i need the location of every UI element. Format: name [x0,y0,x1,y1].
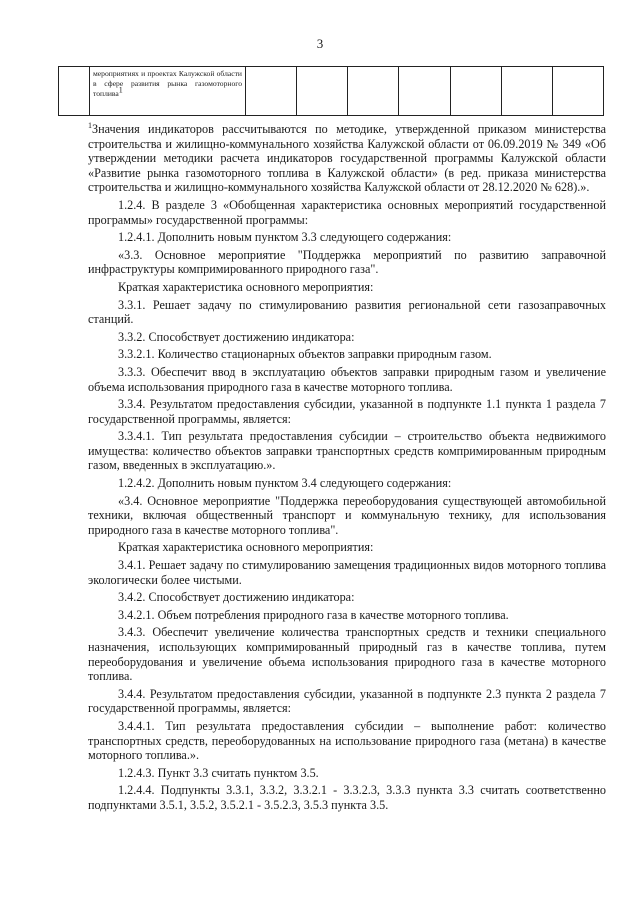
table-cell-value [450,67,501,116]
paragraph: 1.2.4.1. Дополнить новым пунктом 3.3 следующего содержания: [118,230,452,245]
paragraph: «3.3. Основное мероприятие "Поддержка мероприятий по развитию заправочной инфраструктуры компримированного природного газа". [88,247,606,277]
footnote [88,122,606,195]
paragraph: 3.4.1. Решает задачу по стимулированию замещения традиционных видов моторного топлива экологически более чистыми. [88,558,606,587]
table-cell-value [246,67,297,116]
paragraph: Краткая характеристика основного мероприятия: [118,540,374,555]
paragraph: 3.3.3. Обеспечит ввод в эксплуатацию объектов заправки природным газом и увеличение объема использования природного газа в качестве моторного топлива. [88,364,606,394]
paragraph: Краткая характеристика основного мероприятия: [118,279,374,294]
table-row [59,67,604,116]
table-cell-event [90,67,246,116]
table-cell-index [59,67,90,116]
paragraph: 1.2.4.4. Подпункты 3.3.1, 3.3.2, 3.3.2.1 - 3.3.2.3, 3.3.3 пункта 3.3 считать соответственно подпунктами 3.5.1, 3.5.2, 3.5.2.1 - 3.5.2.3, 3.5.3 пункта 3.5. [88,783,606,812]
table-cell-text: мероприятиях и проектах Калужской области в сфере развития рынка газомоторного топлива [93,69,242,98]
paragraph: 3.3.2. Способствует достижению индикатора: [118,329,355,344]
paragraph: 1.2.4.3. Пункт 3.3 считать пунктом 3.5. [118,765,319,780]
paragraph: 3.3.2.1. Количество стационарных объектов заправки природным газом. [118,347,492,362]
paragraph: 3.4.2. Способствует достижению индикатора: [118,590,355,605]
footnote-mark: 1 [118,85,123,95]
table-cell-value [399,67,450,116]
paragraph: 3.4.2.1. Объем потребления природного газа в качестве моторного топлива. [118,607,509,622]
page-number: 3 [316,36,324,51]
footnote-text: Значения индикаторов рассчитываются по методике, утвержденной приказом министерства строительства и жилищно-коммунального хозяйства Калужской области от 06.09.2019 № 349 «Об утверждении методики расчета индикаторов государственной программы Калужской области «Развитие рынка газомоторного топлива в Калужской области» (в ред. приказа министерства строительства и жилищно-коммунального хозяйства Калужской области от 28.12.2020 № 628).». [88,122,606,195]
paragraph: 3.3.4. Результатом предоставления субсидии, указанной в подпункте 1.1 пункта 1 раздела 7 государственной программы, является: [88,397,606,426]
table-cell-value [348,67,399,116]
paragraph: 3.3.1. Решает задачу по стимулированию развития региональной сети газозаправочных станций. [88,297,606,327]
paragraph: «3.4. Основное мероприятие "Поддержка переоборудования существующей автомобильной техники, включая общественный транспорт и коммунальную технику, для использования природного газа в качестве моторного топлива". [88,493,606,537]
paragraph: 1.2.4.2. Дополнить новым пунктом 3.4 следующего содержания: [118,476,452,491]
paragraph: 3.3.4.1. Тип результата предоставления субсидии – строительство объекта недвижимого имущества: количество объектов заправки транспортных средств компримированным природным газом, введенных в эксплуатацию.». [88,429,606,473]
paragraph: 3.4.4. Результатом предоставления субсидии, указанной в подпункте 2.3 пункта 2 раздела 7 государственной программы, является: [88,686,606,716]
document-body [88,122,606,816]
paragraph: 1.2.4. В разделе 3 «Обобщенная характеристика основных мероприятий государственной программы» государственной программы: [88,197,606,227]
table-cell-value [297,67,348,116]
paragraph: 3.4.3. Обеспечит увеличение количества транспортных средств и техники специального назначения, использующих компримированный природный газ в качестве топлива, путем переоборудования и увеличение объема использования природного газа в качестве моторного топлива. [88,625,606,684]
table-cell-value [552,67,603,116]
table-cell-value [501,67,552,116]
table-fragment [58,66,604,116]
paragraph: 3.4.4.1. Тип результата предоставления субсидии – выполнение работ: количество транспортных средств, переоборудованных на использование природного газа (метана) в качестве моторного топлива.». [88,718,606,763]
footnote-mark: 1 [88,120,92,130]
